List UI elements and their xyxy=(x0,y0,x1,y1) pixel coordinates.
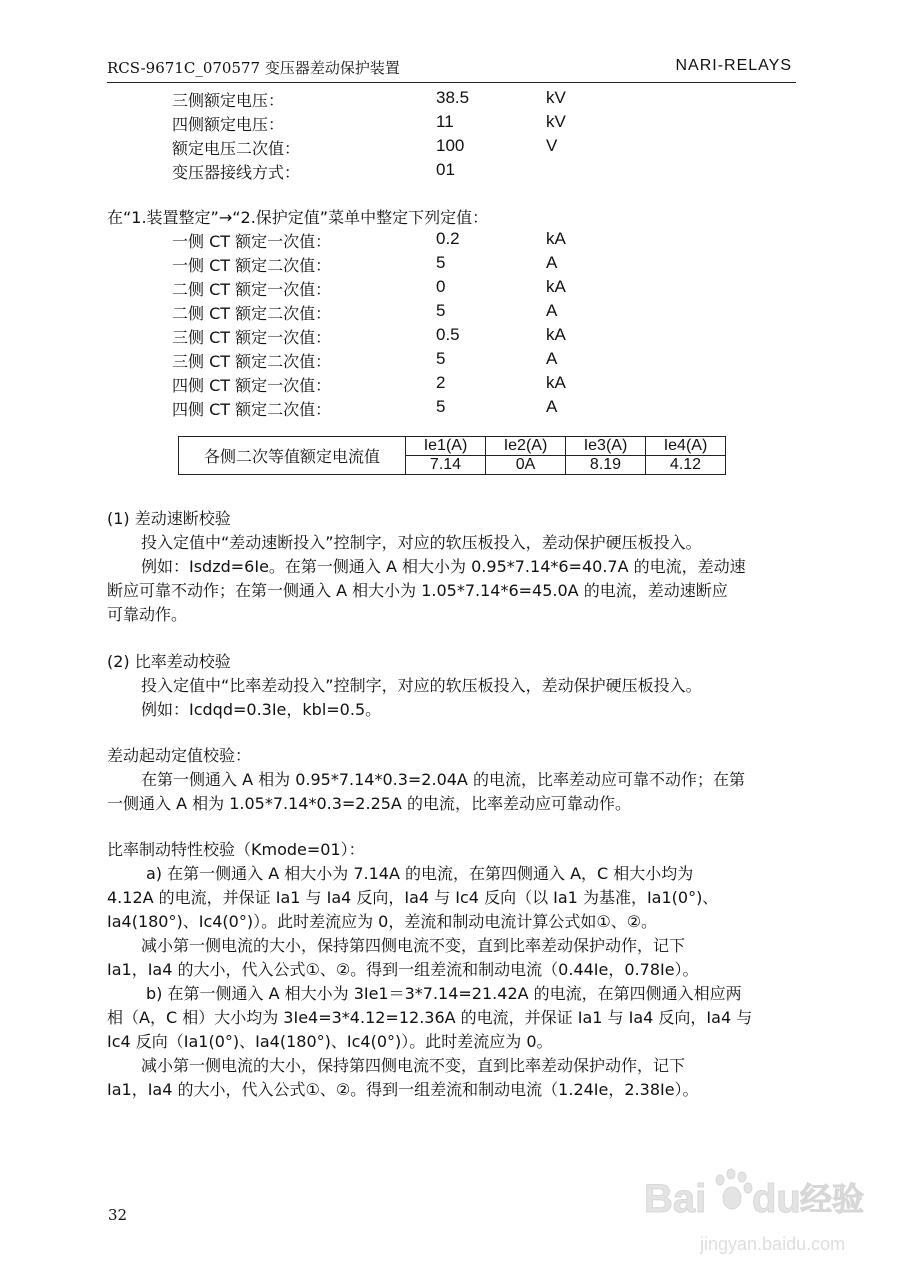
row-unit: V xyxy=(546,136,558,155)
ct-row xyxy=(172,229,672,253)
row-label: 三侧 CT 额定一次值： xyxy=(172,328,332,347)
row-value: 5 xyxy=(436,253,446,272)
paragraph-line: 断应可靠不动作；在第一侧通入 A 相大小为 1.05*7.14*6=45.0A 的电流，差动速断应 xyxy=(107,581,728,600)
ct-row xyxy=(172,277,672,301)
ct-row xyxy=(172,301,672,325)
ct-row xyxy=(172,253,672,277)
row-value: 01 xyxy=(436,160,455,179)
subsection-heading: 比率制动特性校验（Kmode=01）： xyxy=(107,840,365,859)
table-cell: 7.14 xyxy=(406,456,486,475)
paragraph-line: 投入定值中“比率差动投入”控制字，对应的软压板投入，差动保护硬压板投入。 xyxy=(141,676,702,695)
voltage-row xyxy=(172,160,672,184)
row-value: 100 xyxy=(436,136,465,155)
paragraph-line: 减小第一侧电流的大小，保持第四侧电流不变，直到比率差动保护动作，记下 xyxy=(141,936,686,955)
baidu-watermark-logo xyxy=(640,1150,880,1270)
paragraph-line: 可靠动作。 xyxy=(107,605,188,624)
row-value: 5 xyxy=(436,301,446,320)
menu-intro: 在“1.装置整定”→“2.保护定值”菜单中整定下列定值： xyxy=(107,208,489,227)
paragraph-line: Ic4 反向（Ia1(0°)、Ia4(180°)、Ic4(0°)）。此时差流应为 0。 xyxy=(107,1032,553,1051)
svg-text:经验: 经验 xyxy=(800,1180,865,1218)
row-label: 三侧 CT 额定二次值： xyxy=(172,352,332,371)
row-unit: kV xyxy=(546,88,566,107)
row-value: 5 xyxy=(436,397,446,416)
ct-row xyxy=(172,349,672,373)
ct-row xyxy=(172,397,672,421)
row-value: 5 xyxy=(436,349,446,368)
paragraph-line: 例如：Isdzd=6Ie。在第一侧通入 A 相大小为 0.95*7.14*6=40.7A 的电流，差动速 xyxy=(141,557,746,576)
voltage-row xyxy=(172,112,672,136)
table-column-header: Ie2(A) xyxy=(486,437,566,456)
table-column-header: Ie4(A) xyxy=(646,437,726,456)
row-unit: A xyxy=(546,397,558,416)
paragraph-line: b) 在第一侧通入 A 相大小为 3Ie1＝3*7.14=21.42A 的电流，在第四侧通入相应两 xyxy=(146,984,742,1003)
row-unit: kA xyxy=(546,373,566,392)
page-number: 32 xyxy=(108,1206,128,1224)
svg-text:du: du xyxy=(752,1177,801,1221)
paw-icon xyxy=(716,1169,752,1209)
paragraph-line: 例如：Icdqd=0.3Ie，kbl=0.5。 xyxy=(141,700,382,719)
paragraph-line: Ia4(180°)、Ic4(0°)）。此时差流应为 0，差流和制动电流计算公式如①、②。 xyxy=(107,912,658,931)
row-unit: kA xyxy=(546,229,566,248)
row-label: 二侧 CT 额定二次值： xyxy=(172,304,332,323)
table-column-header: Ie3(A) xyxy=(566,437,646,456)
row-unit: A xyxy=(546,301,558,320)
paragraph-line: a) 在第一侧通入 A 相大小为 7.14A 的电流，在第四侧通入 A，C 相大小均为 xyxy=(146,864,694,883)
row-value: 38.5 xyxy=(436,88,470,107)
row-value: 0.5 xyxy=(436,325,460,344)
paragraph-line: 在第一侧通入 A 相为 0.95*7.14*0.3=2.04A 的电流，比率差动应可靠不动作；在第 xyxy=(141,770,745,789)
header-rule xyxy=(107,82,796,83)
row-value: 11 xyxy=(436,112,454,131)
table-cell: 8.19 xyxy=(566,456,646,475)
section-heading: (1) 差动速断校验 xyxy=(107,509,231,528)
row-label: 四侧 CT 额定二次值： xyxy=(172,400,332,419)
row-unit: kA xyxy=(546,277,566,296)
row-unit: kV xyxy=(546,112,566,131)
ct-row xyxy=(172,325,672,349)
subsection-heading: 差动起动定值校验： xyxy=(107,746,252,765)
row-label: 四侧额定电压： xyxy=(172,115,285,134)
row-label: 二侧 CT 额定一次值： xyxy=(172,280,332,299)
row-label: 四侧 CT 额定一次值： xyxy=(172,376,332,395)
table-cell: 4.12 xyxy=(646,456,726,475)
paragraph-line: 相（A，C 相）大小均为 3Ie4=3*4.12=12.36A 的电流，并保证 Ia1 与 Ia4 反向，Ia4 与 xyxy=(107,1008,753,1027)
ct-row xyxy=(172,373,672,397)
section-heading: (2) 比率差动校验 xyxy=(107,652,231,671)
equivalent-current-table xyxy=(178,436,726,475)
paragraph-line: 4.12A 的电流，并保证 Ia1 与 Ia4 反向，Ia4 与 Ic4 反向（以 Ia1 为基准，Ia1(0°)、 xyxy=(107,888,719,907)
row-unit: A xyxy=(546,349,558,368)
svg-text:Bai: Bai xyxy=(644,1177,707,1221)
paragraph-line: Ia1，Ia4 的大小，代入公式①、②。得到一组差流和制动电流（1.24Ie，2.38Ie）。 xyxy=(107,1080,699,1099)
row-unit: kA xyxy=(546,325,566,344)
table-header-cell: 各侧二次等值额定电流值 xyxy=(179,437,406,475)
row-label: 变压器接线方式： xyxy=(172,163,301,182)
row-label: 一侧 CT 额定一次值： xyxy=(172,232,332,251)
paragraph-line: Ia1，Ia4 的大小，代入公式①、②。得到一组差流和制动电流（0.44Ie，0.78Ie）。 xyxy=(107,960,699,979)
row-value: 0.2 xyxy=(436,229,460,248)
table-column-header: Ie1(A) xyxy=(406,437,486,456)
row-value: 2 xyxy=(436,373,446,392)
voltage-row xyxy=(172,88,672,112)
header-title: RCS-9671C_070577 变压器差动保护装置 xyxy=(107,59,400,77)
paragraph-line: 投入定值中“差动速断投入”控制字，对应的软压板投入，差动保护硬压板投入。 xyxy=(141,533,702,552)
row-label: 一侧 CT 额定二次值： xyxy=(172,256,332,275)
row-unit: A xyxy=(546,253,558,272)
row-label: 三侧额定电压： xyxy=(172,91,285,110)
row-label: 额定电压二次值： xyxy=(172,139,301,158)
table-cell: 0A xyxy=(486,456,566,475)
voltage-row xyxy=(172,136,672,160)
row-value: 0 xyxy=(436,277,446,296)
paragraph-line: 减小第一侧电流的大小，保持第四侧电流不变，直到比率差动保护动作，记下 xyxy=(141,1056,686,1075)
header-brand: NARI-RELAYS xyxy=(675,57,792,74)
paragraph-line: 一侧通入 A 相为 1.05*7.14*0.3=2.25A 的电流，比率差动应可靠动作。 xyxy=(107,794,631,813)
svg-text:jingyan.baidu.com: jingyan.baidu.com xyxy=(700,1234,846,1254)
